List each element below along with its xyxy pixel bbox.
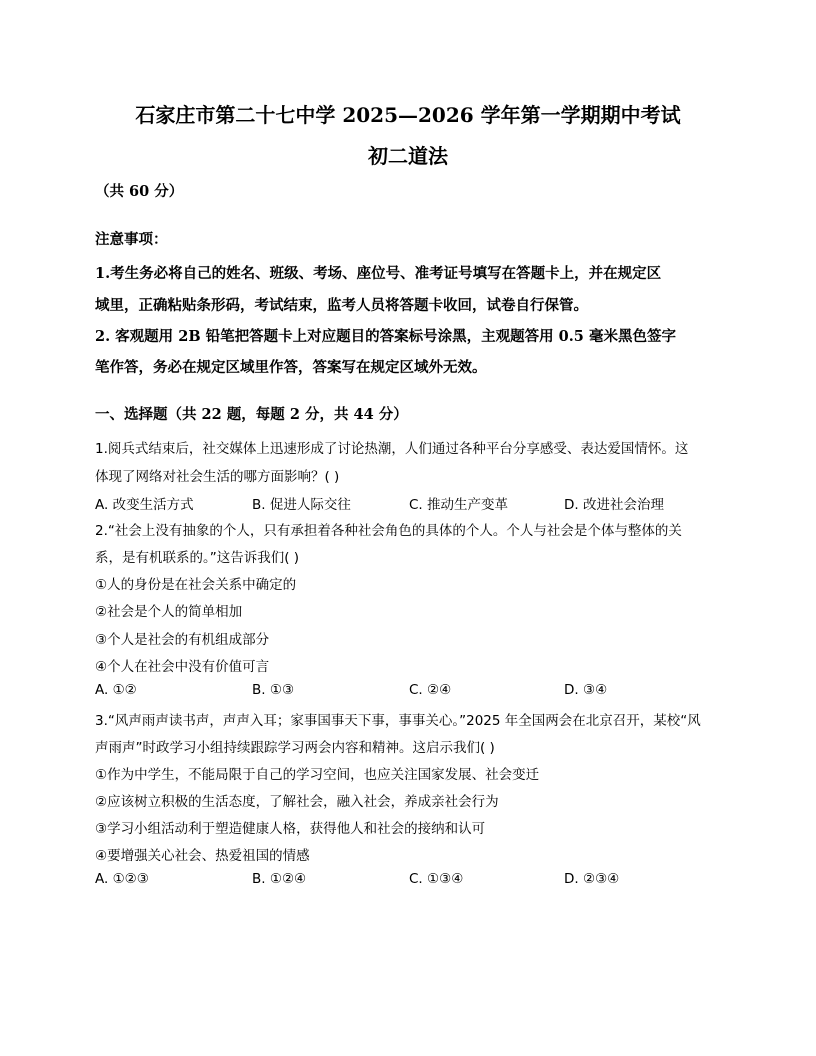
exam-title: 石家庄市第二十七中学 2025—2026 学年第一学期期中考试	[135, 103, 681, 127]
question-2-option-c: C. ②④	[409, 682, 452, 698]
total-score: （共 60 分）	[95, 183, 184, 200]
notice-line: 2. 客观题用 2B 铅笔把答题卡上对应题目的答案标号涂黑，主观题答用 0.5 毫米黑色签字	[95, 328, 676, 345]
question-3-option-a: A. ①②③	[95, 871, 149, 887]
exam-subject: 初二道法	[368, 144, 448, 168]
notice-line: 笔作答，务必在规定区域里作答，答案写在规定区域外无效。	[95, 359, 487, 376]
question-1-option-d: D. 改进社会治理	[564, 497, 664, 513]
question-3-stem: 声雨声”时政学习小组持续跟踪学习两会内容和精神。这启示我们( )	[95, 740, 495, 756]
question-2-stem: 2.“社会上没有抽象的个人，只有承担着各种社会角色的具体的个人。个人与社会是个体与整体的关	[95, 523, 682, 539]
question-2-stem: 系，是有机联系的。”这告诉我们( )	[95, 550, 300, 566]
question-3-statement: ③学习小组活动利于塑造健康人格，获得他人和社会的接纳和认可	[95, 821, 486, 837]
question-1-option-a: A. 改变生活方式	[95, 497, 194, 513]
notice-heading: 注意事项：	[95, 231, 168, 248]
notice-line: 1.考生务必将自己的姓名、班级、考场、座位号、准考证号填写在答题卡上，并在规定区	[95, 265, 662, 282]
question-1-stem: 1.阅兵式结束后，社交媒体上迅速形成了讨论热潮，人们通过各种平台分享感受、表达爱国情怀。这	[95, 441, 689, 457]
question-3-statement: ②应该树立积极的生活态度，了解社会，融入社会，养成亲社会行为	[95, 794, 499, 810]
question-2-statement: ③个人是社会的有机组成部分	[95, 632, 270, 648]
question-3-stem: 3.“风声雨声读书声，声声入耳；家事国事天下事，事事关心。”2025 年全国两会在北京召开，某校“风	[95, 713, 701, 729]
question-2-statement: ①人的身份是在社会关系中确定的	[95, 577, 297, 593]
question-2-option-b: B. ①③	[252, 682, 295, 698]
question-1-option-b: B. 促进人际交往	[252, 497, 351, 513]
question-2-statement: ④个人在社会中没有价值可言	[95, 659, 270, 675]
question-3-statement: ①作为中学生，不能局限于自己的学习空间，也应关注国家发展、社会变迁	[95, 767, 540, 783]
question-2-option-d: D. ③④	[564, 682, 608, 698]
section-heading: 一、选择题（共 22 题，每题 2 分，共 44 分）	[95, 406, 408, 423]
question-1-option-c: C. 推动生产变革	[409, 497, 509, 513]
question-2-option-a: A. ①②	[95, 682, 137, 698]
question-3-statement: ④要增强关心社会、热爱祖国的情感	[95, 848, 310, 864]
notice-line: 域里，正确粘贴条形码，考试结束，监考人员将答题卡收回，试卷自行保管。	[95, 297, 588, 314]
question-3-option-b: B. ①②④	[252, 871, 307, 887]
question-1-stem: 体现了网络对社会生活的哪方面影响？( )	[95, 469, 340, 485]
question-2-statement: ②社会是个人的简单相加	[95, 604, 243, 620]
question-3-option-c: C. ①③④	[409, 871, 464, 887]
question-3-option-d: D. ②③④	[564, 871, 620, 887]
